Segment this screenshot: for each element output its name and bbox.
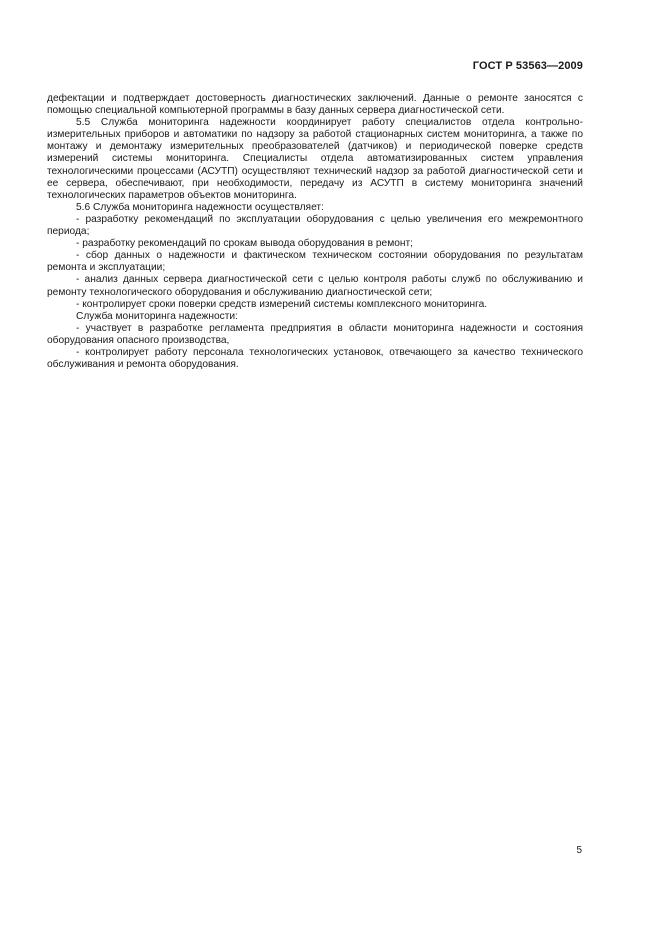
list-item: - контролирует работу персонала технологических установок, отвечающего за качество технического обслуживания и ремонта оборудования. [47, 346, 583, 371]
list-item: - разработку рекомендаций по эксплуатации оборудования с целью увеличения его межремонтного периода; [47, 213, 583, 238]
list-item: - анализ данных сервера диагностической сети с целью контроля работы служб по обслуживанию и ремонту технологического оборудования и обслуживанию диагностической сети; [47, 274, 583, 298]
list-item: - сбор данных о надежности и фактическом техническом состоянии оборудования по результатам ремонта и эксплуатации; [47, 250, 583, 274]
paragraph-5-6: 5.6 Служба мониторинга надежности осуществляет: [76, 201, 324, 213]
paragraph-defect-continuation: дефектации и подтверждает достоверность диагностических заключений. Данные о ремонте заносятся с помощью специальной компьютерной программы в базу данных сервера диагностической сети. [47, 93, 583, 117]
page-number: 5 [576, 845, 582, 856]
document-body [47, 93, 583, 371]
list-item: - контролирует сроки поверки средств измерений системы комплексного мониторинга. [76, 298, 488, 310]
document-code-header: ГОСТ Р 53563—2009 [472, 60, 583, 72]
paragraph-service-heading: Служба мониторинга надежности: [76, 310, 238, 322]
list-item: - разработку рекомендаций по срокам вывода оборудования в ремонт; [76, 238, 414, 250]
paragraph-5-5: 5.5 Служба мониторинга надежности координирует работу специалистов отдела контрольно-измерительных приборов и автоматики по надзору за работой стационарных систем мониторинга, а также по монтажу и демонтажу измерительных преобразователей (датчиков) и периодической поверке средств измерений системы мониторинга. Специалисты отдела автоматизированных систем управления технологическими процессами (АСУТП) осуществляют технический надзор за работой диагностической сети и ее сервера, обеспечивают, при необходимости, передачу из АСУТП в систему мониторинга значений технологических параметров объектов мониторинга. [47, 117, 583, 201]
list-item: - участвует в разработке регламента предприятия в области мониторинга надежности и состояния оборудования опасного производства, [47, 322, 583, 346]
